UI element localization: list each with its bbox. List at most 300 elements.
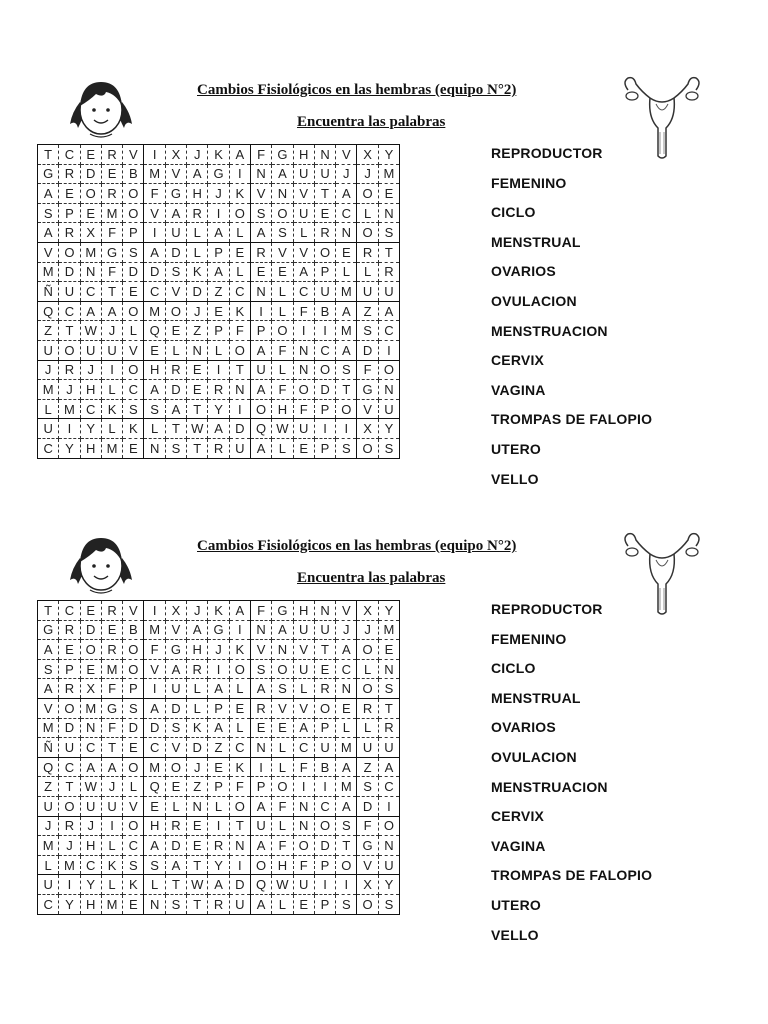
grid-cell: I (144, 223, 165, 243)
word-list-item: VAGINA (491, 837, 546, 854)
grid-cell: L (187, 679, 208, 699)
grid-cell: E (336, 242, 357, 262)
grid-cell: W (272, 419, 293, 439)
grid-cell: S (357, 777, 378, 797)
grid-cell: V (357, 399, 378, 419)
grid-cell: W (187, 875, 208, 895)
grid-cell: I (336, 875, 357, 895)
grid-cell: D (165, 380, 186, 400)
grid-cell: J (187, 757, 208, 777)
grid-cell: Q (38, 757, 59, 777)
grid-cell: S (165, 718, 186, 738)
grid-cell: Y (378, 145, 399, 165)
grid-cell: A (229, 145, 250, 165)
grid-cell: L (272, 757, 293, 777)
grid-cell: D (165, 836, 186, 856)
grid-cell: T (187, 438, 208, 458)
grid-cell: L (101, 380, 122, 400)
word-search-grid (37, 600, 400, 915)
word-list-item: CICLO (491, 204, 536, 221)
grid-cell: E (59, 184, 80, 204)
grid-cell: U (314, 738, 335, 758)
grid-cell: R (314, 223, 335, 243)
grid-cell: A (80, 757, 101, 777)
grid-cell: M (101, 438, 122, 458)
grid-cell: R (208, 380, 229, 400)
grid-cell: I (59, 419, 80, 439)
grid-cell: T (336, 380, 357, 400)
grid-cell: J (187, 301, 208, 321)
grid-cell: R (208, 894, 229, 914)
grid-cell: O (59, 242, 80, 262)
grid-cell: K (229, 757, 250, 777)
grid-cell: O (357, 223, 378, 243)
grid-cell: U (229, 894, 250, 914)
grid-cell: I (229, 855, 250, 875)
grid-cell: E (123, 738, 144, 758)
grid-cell: I (101, 816, 122, 836)
grid-cell: N (314, 601, 335, 621)
grid-cell: E (314, 203, 335, 223)
grid-cell: T (314, 640, 335, 660)
grid-cell: G (357, 836, 378, 856)
grid-cell: A (250, 679, 271, 699)
grid-cell: A (208, 223, 229, 243)
grid-cell: U (229, 438, 250, 458)
grid-cell: G (38, 164, 59, 184)
grid-cell: O (272, 321, 293, 341)
grid-cell: A (144, 698, 165, 718)
grid-cell: E (80, 659, 101, 679)
grid-cell: J (38, 360, 59, 380)
grid-cell: F (293, 301, 314, 321)
grid-cell: K (208, 145, 229, 165)
grid-cell: I (378, 796, 399, 816)
grid-cell: G (101, 242, 122, 262)
grid-cell: V (123, 340, 144, 360)
grid-cell: W (272, 875, 293, 895)
grid-cell: D (59, 718, 80, 738)
grid-cell: P (208, 242, 229, 262)
grid-cell: T (38, 145, 59, 165)
grid-cell: Z (187, 777, 208, 797)
grid-cell: S (165, 894, 186, 914)
grid-cell: X (165, 145, 186, 165)
grid-cell: V (293, 184, 314, 204)
word-list-item: REPRODUCTOR (491, 601, 603, 617)
grid-cell: O (378, 360, 399, 380)
grid-cell: K (229, 184, 250, 204)
grid-cell: A (250, 796, 271, 816)
grid-cell: A (229, 601, 250, 621)
grid-cell: U (59, 282, 80, 302)
grid-cell: V (336, 601, 357, 621)
grid-cell: I (314, 321, 335, 341)
grid-cell: T (59, 321, 80, 341)
grid-row (38, 601, 400, 621)
grid-cell: N (187, 340, 208, 360)
grid-cell: R (101, 640, 122, 660)
grid-cell: K (208, 601, 229, 621)
grid-cell: M (144, 757, 165, 777)
grid-cell: E (123, 894, 144, 914)
grid-cell: Y (59, 438, 80, 458)
grid-cell: M (80, 698, 101, 718)
grid-cell: I (144, 145, 165, 165)
grid-row (38, 796, 400, 816)
grid-cell: U (293, 620, 314, 640)
grid-cell: L (336, 262, 357, 282)
grid-cell: U (38, 875, 59, 895)
grid-cell: V (357, 855, 378, 875)
grid-cell: R (208, 438, 229, 458)
grid-cell: S (378, 438, 399, 458)
grid-cell: I (250, 301, 271, 321)
worksheet-2 (0, 524, 768, 984)
grid-cell: U (59, 738, 80, 758)
grid-cell: V (336, 145, 357, 165)
grid-cell: S (336, 360, 357, 380)
grid-cell: M (101, 894, 122, 914)
grid-cell: U (378, 738, 399, 758)
grid-cell: J (80, 360, 101, 380)
grid-cell: E (165, 321, 186, 341)
grid-cell: J (208, 184, 229, 204)
grid-cell: X (80, 679, 101, 699)
grid-cell: F (272, 796, 293, 816)
grid-cell: V (144, 659, 165, 679)
grid-cell: E (208, 301, 229, 321)
grid-cell: U (357, 738, 378, 758)
grid-cell: M (38, 836, 59, 856)
grid-cell: A (187, 620, 208, 640)
grid-cell: L (229, 718, 250, 738)
grid-cell: J (59, 836, 80, 856)
grid-row (38, 855, 400, 875)
grid-row (38, 738, 400, 758)
word-list-item: VELLO (491, 926, 539, 943)
grid-cell: A (208, 262, 229, 282)
grid-cell: L (38, 855, 59, 875)
grid-cell: A (336, 796, 357, 816)
grid-cell: L (293, 223, 314, 243)
grid-cell: D (59, 262, 80, 282)
grid-cell: L (272, 738, 293, 758)
grid-cell: C (59, 757, 80, 777)
grid-cell: U (80, 796, 101, 816)
grid-row (38, 399, 400, 419)
grid-cell: V (165, 620, 186, 640)
grid-cell: N (80, 262, 101, 282)
grid-cell: V (144, 203, 165, 223)
grid-cell: F (293, 855, 314, 875)
grid-cell: C (229, 738, 250, 758)
grid-cell: P (208, 321, 229, 341)
grid-cell: C (336, 203, 357, 223)
grid-cell: D (80, 164, 101, 184)
grid-cell: I (314, 777, 335, 797)
grid-cell: O (123, 360, 144, 380)
grid-row (38, 203, 400, 223)
grid-cell: G (357, 380, 378, 400)
grid-cell: H (293, 145, 314, 165)
grid-cell: I (336, 419, 357, 439)
grid-cell: K (101, 855, 122, 875)
grid-cell: A (208, 718, 229, 738)
word-list (491, 145, 652, 500)
grid-cell: E (336, 698, 357, 718)
grid-cell: P (123, 679, 144, 699)
grid-cell: J (208, 640, 229, 660)
grid-cell: W (80, 321, 101, 341)
word-list-item: OVULACION (491, 748, 577, 765)
word-list-item: MENSTRUACION (491, 322, 608, 339)
grid-cell: U (38, 340, 59, 360)
grid-cell: T (187, 855, 208, 875)
grid-cell: D (187, 738, 208, 758)
grid-cell: D (165, 698, 186, 718)
grid-cell: Z (357, 757, 378, 777)
word-search-grid (37, 144, 400, 459)
grid-cell: A (250, 894, 271, 914)
grid-cell: O (336, 855, 357, 875)
grid-cell: V (165, 738, 186, 758)
grid-cell: A (187, 164, 208, 184)
grid-cell: S (165, 262, 186, 282)
grid-cell: V (38, 698, 59, 718)
grid-cell: D (357, 796, 378, 816)
grid-cell: T (314, 184, 335, 204)
grid-cell: S (357, 321, 378, 341)
grid-cell: F (250, 601, 271, 621)
grid-cell: V (123, 601, 144, 621)
grid-cell: C (80, 855, 101, 875)
grid-cell: F (272, 836, 293, 856)
grid-cell: P (208, 698, 229, 718)
grid-cell: V (293, 698, 314, 718)
grid-cell: R (59, 223, 80, 243)
grid-cell: M (144, 620, 165, 640)
grid-cell: E (229, 698, 250, 718)
word-list-item: MENSTRUACION (491, 778, 608, 795)
grid-cell: L (357, 718, 378, 738)
grid-cell: M (101, 203, 122, 223)
grid-cell: E (208, 757, 229, 777)
grid-cell: L (208, 340, 229, 360)
grid-cell: S (250, 659, 271, 679)
grid-cell: C (80, 282, 101, 302)
grid-cell: E (293, 894, 314, 914)
grid-cell: A (101, 757, 122, 777)
grid-cell: H (272, 399, 293, 419)
grid-row (38, 164, 400, 184)
grid-cell: X (165, 601, 186, 621)
grid-cell: H (187, 184, 208, 204)
grid-cell: U (38, 796, 59, 816)
grid-cell: C (38, 894, 59, 914)
grid-cell: N (250, 164, 271, 184)
grid-cell: K (101, 399, 122, 419)
grid-cell: S (272, 679, 293, 699)
grid-cell: R (101, 145, 122, 165)
grid-cell: N (378, 203, 399, 223)
word-list-item: OVARIOS (491, 263, 556, 280)
grid-cell: O (123, 301, 144, 321)
grid-cell: R (208, 836, 229, 856)
grid-cell: J (357, 164, 378, 184)
grid-row (38, 659, 400, 679)
grid-cell: U (378, 399, 399, 419)
grid-cell: L (229, 679, 250, 699)
grid-cell: S (38, 203, 59, 223)
grid-cell: P (250, 321, 271, 341)
grid-cell: B (314, 301, 335, 321)
grid-cell: C (293, 282, 314, 302)
grid-cell: Y (378, 601, 399, 621)
grid-cell: L (165, 340, 186, 360)
grid-cell: O (123, 816, 144, 836)
grid-cell: R (378, 262, 399, 282)
grid-cell: A (208, 679, 229, 699)
grid-cell: P (314, 718, 335, 738)
grid-cell: G (272, 601, 293, 621)
grid-cell: O (272, 777, 293, 797)
grid-row (38, 360, 400, 380)
grid-cell: F (272, 340, 293, 360)
grid-cell: S (378, 679, 399, 699)
grid-cell: A (144, 242, 165, 262)
grid-cell: O (229, 659, 250, 679)
grid-cell: V (123, 796, 144, 816)
grid-cell: W (80, 777, 101, 797)
grid-cell: I (208, 203, 229, 223)
grid-cell: R (59, 816, 80, 836)
grid-cell: I (229, 620, 250, 640)
grid-cell: C (314, 796, 335, 816)
grid-cell: V (272, 242, 293, 262)
grid-cell: A (293, 262, 314, 282)
grid-cell: O (293, 380, 314, 400)
grid-cell: O (59, 340, 80, 360)
grid-cell: H (293, 601, 314, 621)
grid-cell: S (378, 223, 399, 243)
grid-cell: R (59, 360, 80, 380)
grid-cell: J (357, 620, 378, 640)
grid-cell: L (357, 203, 378, 223)
grid-cell: U (357, 282, 378, 302)
grid-row (38, 282, 400, 302)
grid-cell: D (123, 262, 144, 282)
grid-cell: L (144, 419, 165, 439)
grid-cell: B (314, 757, 335, 777)
grid-cell: F (293, 399, 314, 419)
grid-cell: D (229, 419, 250, 439)
grid-row (38, 757, 400, 777)
grid-cell: T (101, 738, 122, 758)
grid-cell: A (165, 855, 186, 875)
grid-cell: L (272, 360, 293, 380)
grid-cell: L (336, 718, 357, 738)
grid-cell: X (80, 223, 101, 243)
grid-cell: E (272, 262, 293, 282)
grid-cell: J (80, 816, 101, 836)
grid-cell: Ñ (38, 738, 59, 758)
grid-cell: O (250, 855, 271, 875)
grid-cell: L (144, 875, 165, 895)
word-list-item: OVARIOS (491, 719, 556, 736)
grid-cell: N (378, 659, 399, 679)
grid-cell: Y (378, 419, 399, 439)
grid-cell: S (378, 894, 399, 914)
grid-cell: L (165, 796, 186, 816)
grid-cell: S (165, 438, 186, 458)
grid-cell: A (272, 620, 293, 640)
grid-cell: D (229, 875, 250, 895)
grid-cell: P (314, 438, 335, 458)
grid-cell: C (229, 282, 250, 302)
grid-cell: U (165, 679, 186, 699)
grid-cell: N (250, 738, 271, 758)
grid-cell: O (229, 203, 250, 223)
grid-cell: T (187, 399, 208, 419)
grid-row (38, 242, 400, 262)
grid-cell: Ñ (38, 282, 59, 302)
grid-cell: V (123, 145, 144, 165)
grid-cell: O (378, 816, 399, 836)
grid-cell: O (123, 203, 144, 223)
grid-cell: Z (38, 321, 59, 341)
grid-cell: C (293, 738, 314, 758)
grid-cell: H (80, 894, 101, 914)
grid-cell: T (101, 282, 122, 302)
grid-cell: V (293, 640, 314, 660)
grid-cell: E (123, 438, 144, 458)
grid-cell: O (123, 640, 144, 660)
grid-cell: A (336, 757, 357, 777)
grid-cell: L (123, 777, 144, 797)
grid-cell: E (101, 164, 122, 184)
grid-cell: M (38, 262, 59, 282)
grid-cell: F (357, 360, 378, 380)
grid-cell: O (357, 184, 378, 204)
grid-cell: I (144, 679, 165, 699)
grid-cell: F (101, 223, 122, 243)
word-list-item: FEMENINO (491, 174, 567, 191)
grid-cell: O (357, 679, 378, 699)
grid-cell: N (144, 894, 165, 914)
grid-cell: U (314, 620, 335, 640)
grid-cell: P (59, 659, 80, 679)
grid-cell: C (80, 399, 101, 419)
grid-cell: V (250, 640, 271, 660)
grid-cell: I (293, 777, 314, 797)
grid-row (38, 836, 400, 856)
grid-cell: A (208, 875, 229, 895)
grid-cell: O (293, 836, 314, 856)
grid-cell: C (144, 282, 165, 302)
word-list-item: REPRODUCTOR (491, 145, 603, 161)
grid-cell: I (314, 419, 335, 439)
grid-cell: U (314, 282, 335, 302)
grid-cell: R (59, 164, 80, 184)
grid-cell: I (378, 340, 399, 360)
grid-cell: Q (250, 875, 271, 895)
grid-cell: E (378, 184, 399, 204)
grid-cell: S (123, 242, 144, 262)
grid-cell: F (101, 262, 122, 282)
word-list-item: UTERO (491, 440, 541, 457)
grid-cell: N (229, 836, 250, 856)
